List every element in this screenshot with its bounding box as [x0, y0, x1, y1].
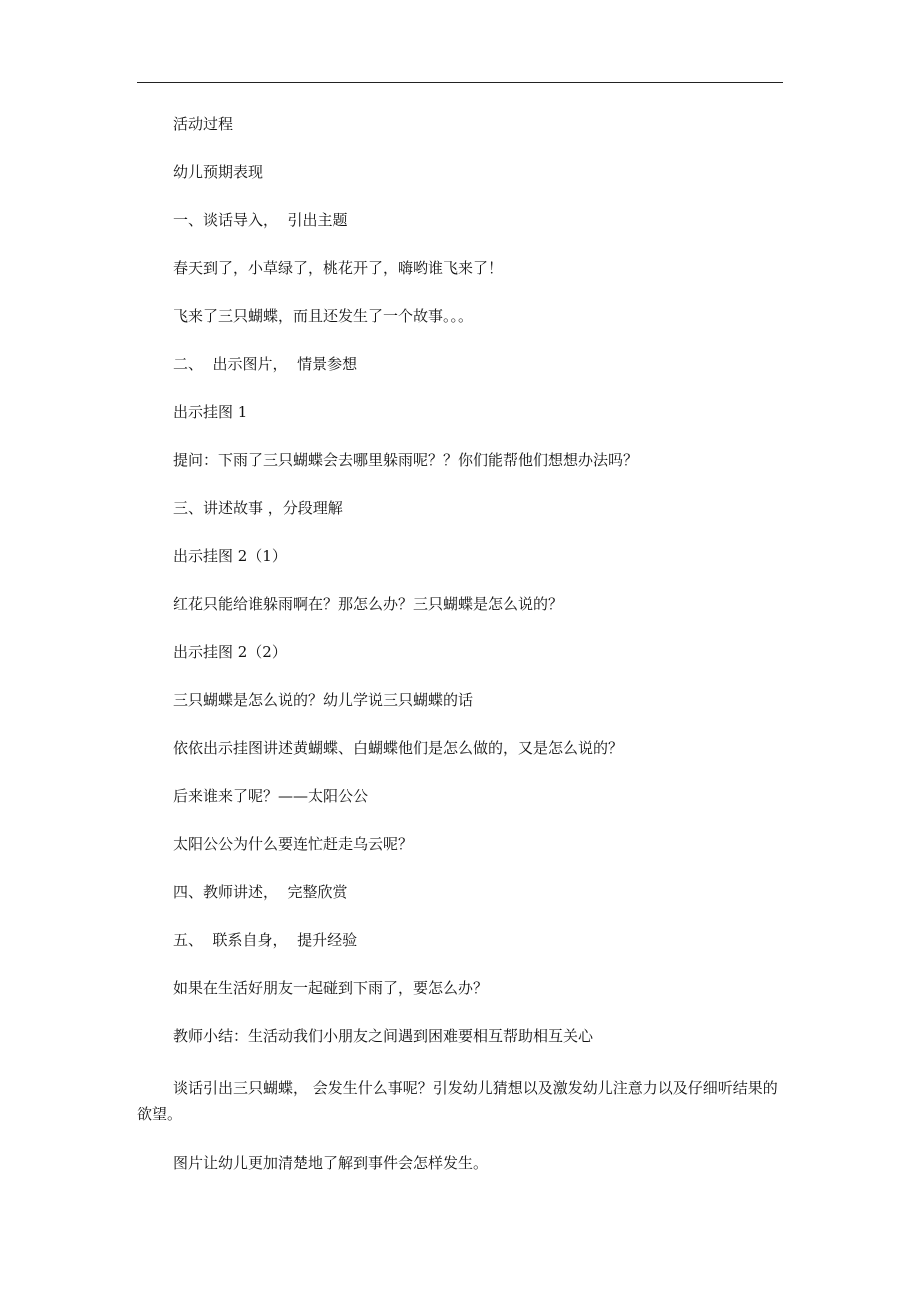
paragraph-intent-2: 图片让幼儿更加清楚地了解到事件会怎样发生。 — [173, 1154, 489, 1172]
text-line: 太阳公公为什么要连忙赶走乌云呢？ — [173, 835, 414, 853]
document-body — [173, 114, 785, 1074]
step-heading-4: 四、教师讲述， 完整欣赏 — [173, 883, 348, 901]
step-heading-5: 五、 联系自身， 提升经验 — [173, 931, 358, 949]
text-line: 飞来了三只蝴蝶，而且还发生了一个故事。。。 — [173, 307, 474, 325]
paragraph-intent-1: 谈话引出三只蝴蝶， 会发生什么事呢？引发幼儿猜想以及激发幼儿注意力以及仔细听结果的欲望。 — [137, 1079, 778, 1123]
text-line: 出示挂图 1 — [173, 403, 248, 421]
header-rule — [137, 82, 783, 83]
text-line: 出示挂图 2（2） — [173, 643, 287, 661]
step-heading-3: 三、讲述故事 ，分段理解 — [173, 499, 343, 517]
text-line: 教师小结：生活动我们小朋友之间遇到困难要相互帮助相互关心 — [173, 1027, 594, 1045]
text-line: 后来谁来了呢？——太阳公公 — [173, 787, 369, 805]
text-line: 三只蝴蝶是怎么说的？幼儿学说三只蝴蝶的话 — [173, 691, 474, 709]
text-line: 依依出示挂图讲述黄蝴蝶、白蝴蝶他们是怎么做的，又是怎么说的？ — [173, 739, 624, 757]
step-heading-1: 一、谈话导入， 引出主题 — [173, 211, 348, 229]
text-line: 春天到了，小草绿了，桃花开了，嗨哟谁飞来了！ — [173, 259, 504, 277]
text-line: 如果在生活好朋友一起碰到下雨了，要怎么办？ — [173, 979, 489, 997]
text-line: 提问：下雨了三只蝴蝶会去哪里躲雨呢？？你们能帮他们想想办法吗？ — [173, 451, 639, 469]
text-line: 红花只能给谁躲雨啊在？那怎么办？三只蝴蝶是怎么说的？ — [173, 595, 564, 613]
text-line: 出示挂图 2（1） — [173, 547, 287, 565]
step-heading-2: 二、 出示图片， 情景参想 — [173, 355, 358, 373]
section-heading-expected-performance: 幼儿预期表现 — [173, 163, 264, 181]
section-heading-activity-process: 活动过程 — [173, 115, 234, 133]
